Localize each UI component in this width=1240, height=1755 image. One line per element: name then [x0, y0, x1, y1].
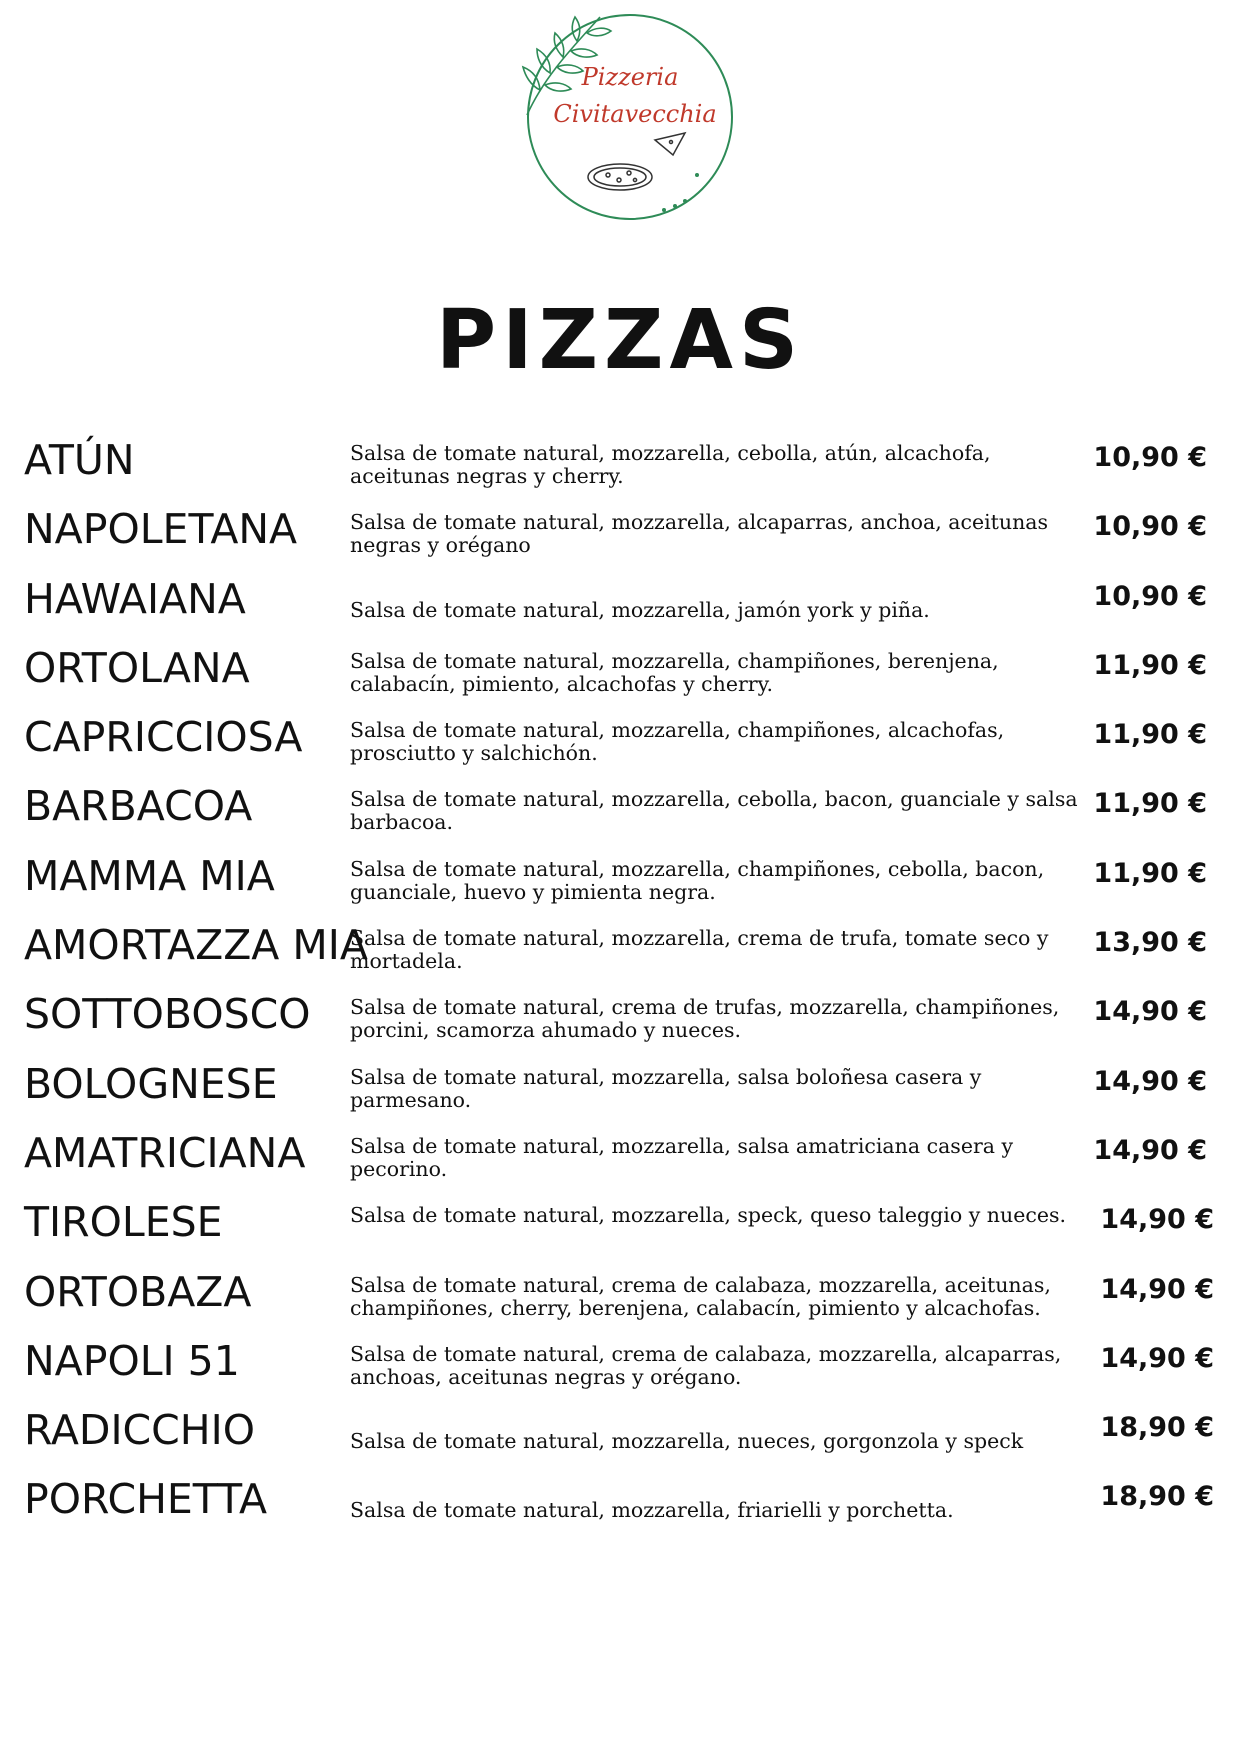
- pizza-price: 10,90 €: [1093, 511, 1207, 543]
- pizza-menu-list: [0, 432, 1240, 1541]
- pizza-name: BOLOGNESE: [24, 1059, 278, 1108]
- pizza-name: NAPOLETANA: [24, 505, 298, 554]
- pizza-price: 14,90 €: [1100, 1273, 1214, 1305]
- pizza-description: Salsa de tomate natural, mozzarella, jamón york y piña.: [350, 597, 930, 622]
- pizza-description: Salsa de tomate natural, mozzarella, cebolla, atún, alcachofa, aceitunas negras y cherry.: [350, 441, 991, 488]
- pizza-description: Salsa de tomate natural, mozzarella, salsa amatriciana casera y pecorino.: [350, 1133, 1014, 1181]
- pizza-description: Salsa de tomate natural, mozzarella, salsa boloñesa casera y parmesano.: [350, 1064, 982, 1112]
- pizza-price: 11,90 €: [1093, 857, 1207, 889]
- menu-item: [0, 640, 1240, 709]
- pizza-name: BARBACOA: [24, 782, 253, 831]
- pizza-description: Salsa de tomate natural, mozzarella, champiñones, berenjena, calabacín, pimiento, alcachofas y cherry.: [350, 648, 999, 696]
- pizza-name: NAPOLI 51: [24, 1336, 240, 1385]
- pizza-description: Salsa de tomate natural, mozzarella, nueces, gorgonzola y speck: [350, 1429, 1024, 1454]
- pizza-price: 11,90 €: [1093, 649, 1207, 681]
- menu-item: [0, 709, 1240, 778]
- pizza-description: Salsa de tomate natural, mozzarella, champiñones, alcachofas, prosciutto y salchichón.: [350, 718, 1005, 766]
- pizza-name: SOTTOBOSCO: [24, 990, 311, 1039]
- pizza-description: Salsa de tomate natural, crema de trufas, mozzarella, champiñones, porcini, scamorza ahumado y nueces.: [350, 995, 1060, 1043]
- menu-item: [0, 986, 1240, 1055]
- pizza-price: 10,90 €: [1093, 580, 1207, 612]
- menu-item: [0, 432, 1240, 501]
- logo-graphic: [505, 5, 745, 235]
- logo-line-1: Pizzeria: [581, 63, 679, 91]
- menu-item: [0, 501, 1240, 570]
- pizzeria-logo: [505, 5, 745, 235]
- page-title: PIZZAS: [435, 293, 805, 388]
- menu-item: [0, 571, 1240, 640]
- pizza-name: AMORTAZZA MIA: [24, 921, 368, 970]
- pizza-name: ATÚN: [24, 436, 135, 484]
- pizza-price: 14,90 €: [1100, 1342, 1214, 1374]
- pizza-description: Salsa de tomate natural, mozzarella, cebolla, bacon, guanciale y salsa barbacoa.: [350, 787, 1078, 835]
- pizza-description: Salsa de tomate natural, mozzarella, friarielli y porchetta.: [350, 1498, 954, 1523]
- pizza-description: Salsa de tomate natural, mozzarella, alcaparras, anchoa, aceitunas negras y orégano: [350, 510, 1049, 558]
- menu-item: [0, 1125, 1240, 1194]
- pizza-name: MAMMA MIA: [24, 851, 275, 900]
- pizza-name: TIROLESE: [24, 1198, 223, 1247]
- pizza-description: Salsa de tomate natural, mozzarella, champiñones, cebolla, bacon, guanciale, huevo y pimienta negra.: [350, 856, 1045, 904]
- menu-item: [0, 917, 1240, 986]
- menu-item: [0, 1056, 1240, 1125]
- pizza-price: 14,90 €: [1100, 1204, 1214, 1236]
- pizza-price: 13,90 €: [1093, 927, 1207, 959]
- pizza-name: ORTOBAZA: [24, 1267, 252, 1316]
- pizza-description: Salsa de tomate natural, mozzarella, crema de trufa, tomate seco y mortadela.: [350, 926, 1049, 974]
- pizza-price: 14,90 €: [1093, 1134, 1207, 1166]
- pizza-name: CAPRICCIOSA: [24, 713, 303, 762]
- pizza-price: 14,90 €: [1093, 996, 1207, 1028]
- menu-item: [0, 1194, 1240, 1263]
- menu-item: [0, 1333, 1240, 1402]
- pizza-name: AMATRICIANA: [24, 1128, 306, 1177]
- pizza-description: Salsa de tomate natural, crema de calabaza, mozzarella, aceitunas, champiñones, cherry, berenjena, calabacín, pimiento y alcachofas.: [350, 1272, 1051, 1320]
- pizza-price: 11,90 €: [1093, 788, 1207, 820]
- pizza-price: 11,90 €: [1093, 719, 1207, 751]
- pizza-price: 14,90 €: [1093, 1065, 1207, 1097]
- pizza-description: Salsa de tomate natural, mozzarella, speck, queso taleggio y nueces.: [350, 1203, 1066, 1228]
- pizza-name: RADICCHIO: [24, 1406, 255, 1455]
- menu-item: [0, 1471, 1240, 1540]
- menu-item: [0, 1264, 1240, 1333]
- pizza-price: 10,90 €: [1093, 442, 1207, 473]
- menu-item: [0, 778, 1240, 847]
- pizza-name: ORTOLANA: [24, 643, 250, 692]
- menu-item: [0, 848, 1240, 917]
- pizza-name: PORCHETTA: [24, 1475, 268, 1524]
- logo-line-2: Civitavecchia: [553, 100, 717, 128]
- pizza-icon: [588, 133, 685, 190]
- menu-item: [0, 1402, 1240, 1471]
- pizza-price: 18,90 €: [1100, 1481, 1214, 1513]
- pizza-name: HAWAIANA: [24, 574, 246, 623]
- pizza-description: Salsa de tomate natural, crema de calabaza, mozzarella, alcaparras, anchoas, aceitunas negras y orégano.: [350, 1341, 1062, 1389]
- pizza-price: 18,90 €: [1100, 1412, 1214, 1444]
